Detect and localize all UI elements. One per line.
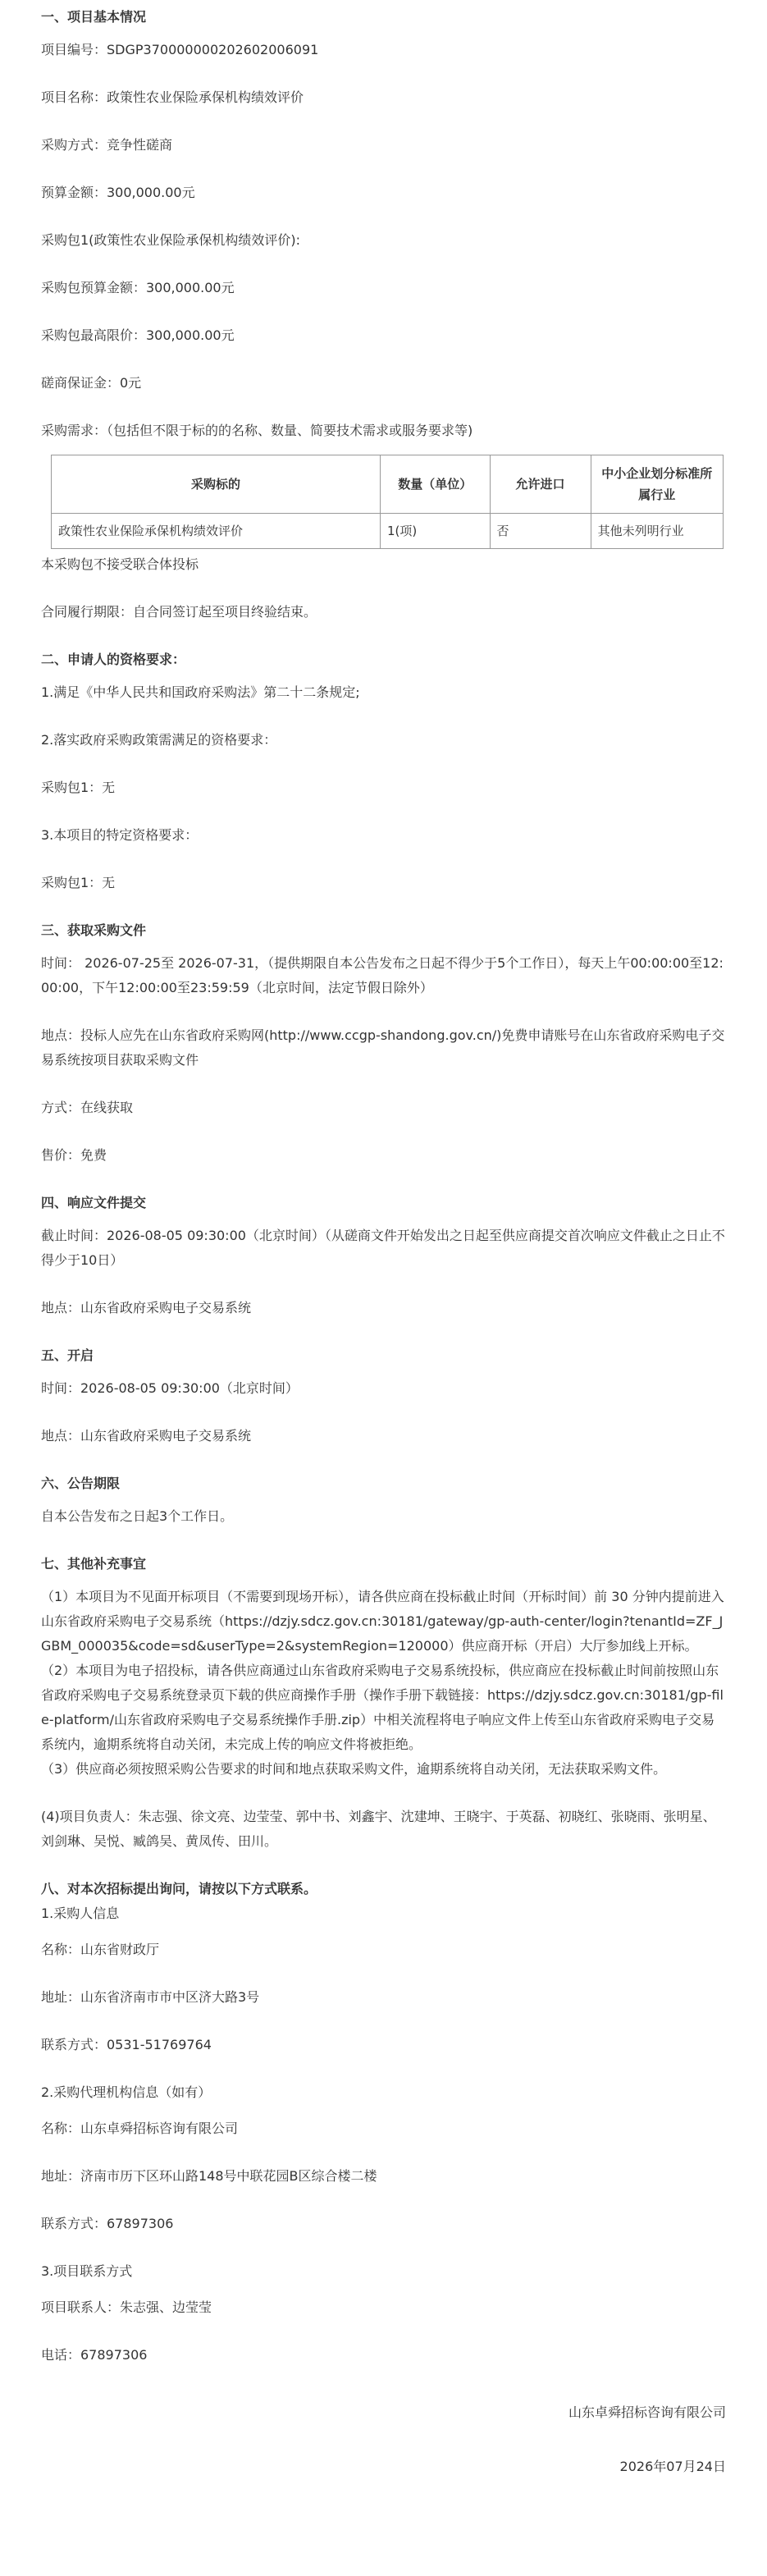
acquire-price: 售价：免费 — [41, 1147, 107, 1163]
section-3-title: 三、获取采购文件 — [41, 922, 147, 938]
agent-phone: 联系方式：67897306 — [41, 2216, 174, 2231]
contact-phone: 电话：67897306 — [41, 2347, 148, 2363]
supplement-1: （1）本项目为不见面开标项目（不需要到现场开标），请各供应商在投标截止时间（开标时间）前 30 分钟内提前进入山东省政府采购电子交易系统（https://dzjy.sdcz.gov.cn:30181/gateway/gp-auth-center/login?tenantId=ZF_JGBM_000035&code=sd&userType=2&systemRegion=120000）供应商开标（开启）大厅参加线上开标。 — [41, 1589, 724, 1654]
buyer-heading: 1.采购人信息 — [41, 1906, 120, 1921]
supplement-4: (4)项目负责人：朱志强、徐文亮、边莹莹、郭中书、刘鑫宇、沈建坤、王晓宇、于英磊、初晓红、张晓雨、张明星、刘剑琳、吴悦、臧鸽吴、黄凤传、田川。 — [41, 1809, 716, 1849]
qualification-3: 3.本项目的特定资格要求： — [41, 827, 199, 843]
open-place: 地点：山东省政府采购电子交易系统 — [41, 1428, 252, 1444]
section-7-title: 七、其他补充事宜 — [41, 1556, 147, 1572]
table-cell: 1(项) — [381, 514, 491, 549]
submit-deadline: 截止时间：2026-08-05 09:30:00（北京时间）（从磋商文件开始发出之日起至供应商提交首次响应文件截止之日止不得少于10日） — [41, 1228, 725, 1268]
procurement-method: 采购方式：竞争性磋商 — [41, 137, 173, 153]
budget-amount: 预算金额：300,000.00元 — [41, 185, 195, 200]
section-5-title: 五、开启 — [41, 1347, 94, 1363]
table-row — [52, 514, 724, 549]
section-6-title: 六、公告期限 — [41, 1476, 121, 1491]
table-cell: 政策性农业保险承保机构绩效评价 — [52, 514, 381, 549]
section-2-title: 二、申请人的资格要求： — [41, 652, 186, 667]
procurement-demand: 采购需求：（包括但不限于标的的名称、数量、简要技术需求或服务要求等) — [41, 423, 473, 438]
section-4-title: 四、响应文件提交 — [41, 1195, 147, 1210]
acquire-way: 方式：在线获取 — [41, 1100, 134, 1115]
buyer-name: 名称：山东省财政厅 — [41, 1942, 160, 1957]
table-header-row — [52, 455, 724, 514]
table-cell: 否 — [490, 514, 591, 549]
section-8-title: 八、对本次招标提出询问，请按以下方式联系。 — [41, 1881, 317, 1897]
qualification-2-value: 采购包1：无 — [41, 780, 116, 795]
signature-date: 2026年07月24日 — [619, 2459, 726, 2474]
qualification-1: 1.满足《中华人民共和国政府采购法》第二十二条规定; — [41, 684, 360, 700]
package-title: 采购包1(政策性农业保险承保机构绩效评价): — [41, 232, 301, 248]
table-header: 中小企业划分标准所属行业 — [591, 455, 723, 514]
buyer-address: 地址：山东省济南市市中区济大路3号 — [41, 1989, 260, 2005]
table-header: 允许进口 — [490, 455, 591, 514]
qualification-2: 2.落实政府采购政策需满足的资格要求： — [41, 732, 277, 748]
open-time: 时间：2026-08-05 09:30:00（北京时间） — [41, 1380, 299, 1396]
project-code: 项目编号：SDGP370000000202602006091 — [41, 42, 319, 57]
buyer-phone: 联系方式：0531-51769764 — [41, 2037, 212, 2052]
contract-period: 合同履行期限：自合同签订起至项目终验结束。 — [41, 604, 317, 620]
deposit: 磋商保证金：0元 — [41, 375, 142, 391]
contact-heading: 3.项目联系方式 — [41, 2263, 133, 2279]
supplement-2: （2）本项目为电子招投标，请各供应商通过山东省政府采购电子交易系统投标，供应商应在投标截止时间前按照山东省政府采购电子交易系统登录页下载的供应商操作手册（操作手册下载链接：https://dzjy.sdcz.gov.cn:30181/gp-file-platform/山东省政府采购电子交易系统操作手册.zip）中相关流程将电子响应文件上传至山东省政府采购电子交易系统内，逾期系统将自动关闭，未完成上传的响应文件将被拒绝。 — [41, 1663, 724, 1752]
supplement-3: （3）供应商必须按照采购公告要求的时间和地点获取采购文件，逾期系统将自动关闭，无法获取采购文件。 — [41, 1761, 667, 1777]
agent-heading: 2.采购代理机构信息（如有） — [41, 2084, 212, 2100]
section-1-title: 一、项目基本情况 — [41, 9, 147, 25]
project-name: 项目名称：政策性农业保险承保机构绩效评价 — [41, 89, 304, 105]
signature-org: 山东卓舜招标咨询有限公司 — [568, 2404, 726, 2420]
package-max-price: 采购包最高限价：300,000.00元 — [41, 327, 235, 343]
agent-address: 地址：济南市历下区环山路148号中联花园B区综合楼二楼 — [41, 2168, 377, 2184]
contact-person: 项目联系人：朱志强、边莹莹 — [41, 2299, 212, 2315]
qualification-3-value: 采购包1：无 — [41, 875, 116, 890]
table-header: 采购标的 — [52, 455, 381, 514]
agent-name: 名称：山东卓舜招标咨询有限公司 — [41, 2121, 239, 2136]
acquire-time: 时间： 2026-07-25至 2026-07-31，（提供期限自本公告发布之日起不得少于5个工作日），每天上午00:00:00至12:00:00，下午12:00:00至23:59:59（北京时间，法定节假日除外） — [41, 955, 724, 995]
notice-period: 自本公告发布之日起3个工作日。 — [41, 1508, 234, 1524]
package-budget: 采购包预算金额：300,000.00元 — [41, 280, 235, 295]
table-header: 数量（单位） — [381, 455, 491, 514]
submit-place: 地点：山东省政府采购电子交易系统 — [41, 1300, 252, 1315]
table-cell: 其他未列明行业 — [591, 514, 723, 549]
union-note: 本采购包不接受联合体投标 — [41, 556, 199, 572]
acquire-place: 地点：投标人应先在山东省政府采购网(http://www.ccgp-shandong.gov.cn/)免费申请账号在山东省政府采购电子交易系统按项目获取采购文件 — [41, 1027, 725, 1068]
demand-table — [51, 455, 724, 549]
